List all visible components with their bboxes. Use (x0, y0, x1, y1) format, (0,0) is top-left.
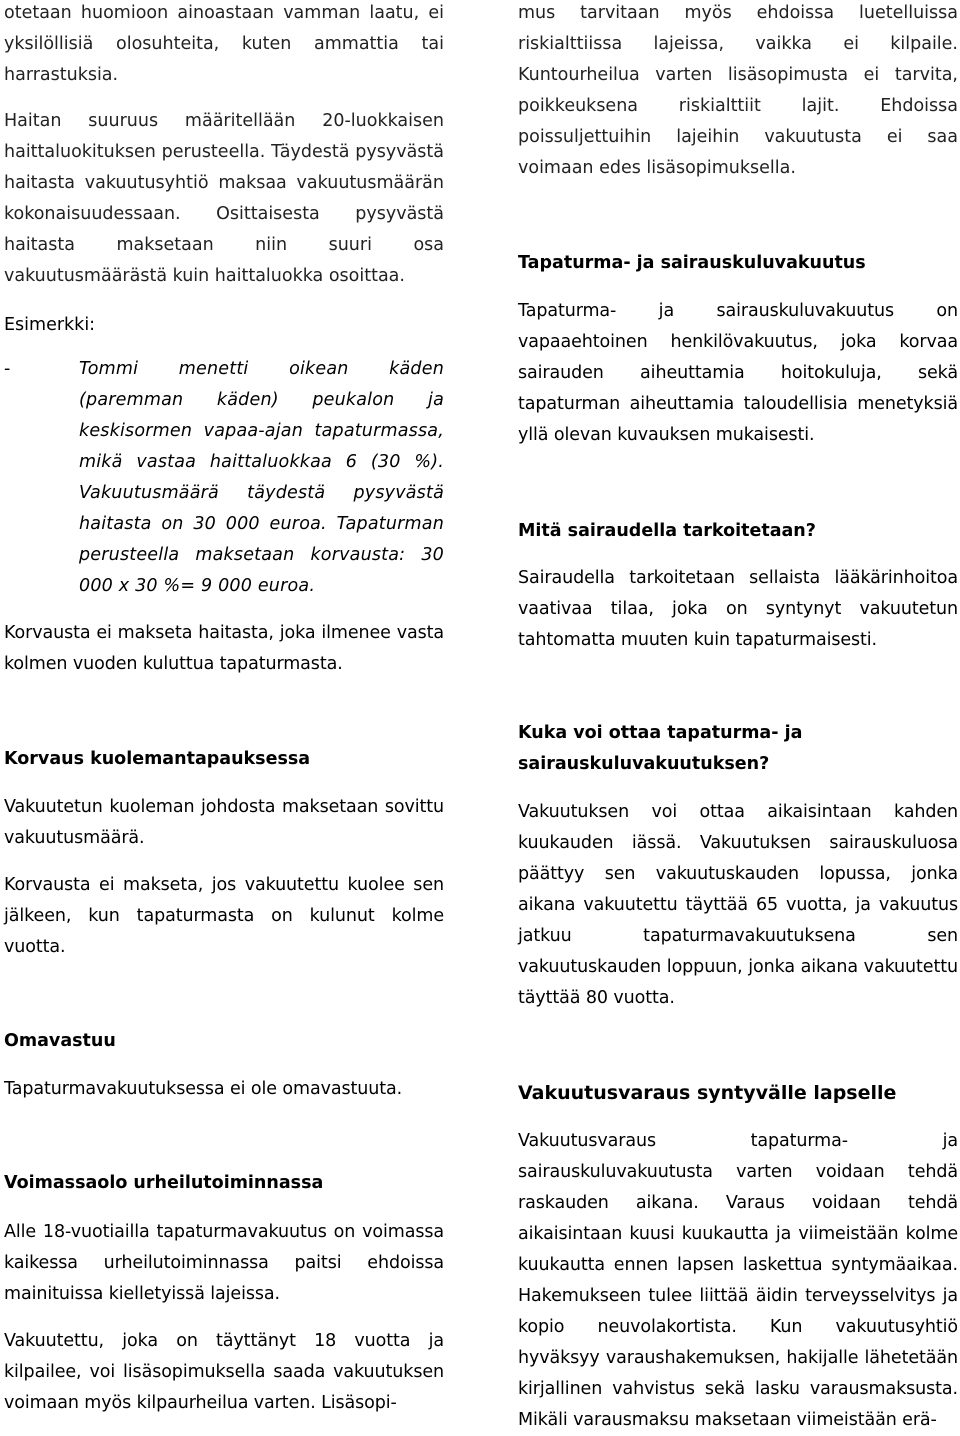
omavastuu-paragraph: Tapaturmavakuutuksessa ei ole omavastuuta. (4, 1079, 403, 1099)
heading-vakuutusvaraus: Vakuutusvaraus syntyvälle lapselle (518, 1082, 897, 1104)
example-text: Tommi menetti oikean käden (paremman käden) peukalon ja keskisormen vapaa-ajan tapaturmassa, mikä vastaa haittaluokkaa 6 (30 %). Vakuutusmäärä täydestä pysyvästä haitasta on 30 000 euroa. Tapaturman perusteella maksetaan korvausta: 30 000 x 30 %= 9 000 euroa. (79, 359, 444, 596)
urheilu-paragraph-1: Alle 18-vuotiailla tapaturmavakuutus on voimassa kaikessa urheilutoiminnassa paitsi ehdoissa mainituissa kielletyissä lajeissa. (4, 1222, 444, 1304)
heading-urheilu: Voimassaolo urheilutoiminnassa (4, 1173, 324, 1193)
kuolema-paragraph-1: Vakuutetun kuoleman johdosta maksetaan sovittu vakuutusmäärä. (4, 797, 444, 848)
tapaturma-paragraph: Tapaturma- ja sairauskuluvakuutus on vapaaehtoinen henkilövakuutus, joka korvaa sairauden aiheuttamia hoitokuluja, sekä tapaturman aiheuttamia taloudellisia menetyksiä yllä olevan kuvauksen mukaisesti. (518, 301, 958, 445)
heading-omavastuu: Omavastuu (4, 1031, 116, 1051)
example-label: Esimerkki: (4, 315, 96, 335)
haitta-paragraph: Haitan suuruus määritellään 20-luokkaisen haittaluokituksen perusteella. Täydestä pysyvästä haitasta vakuutusyhtiö maksaa vakuutusmäärän kokonaisuudessaan. Osittaisesta pysyvästä haitasta maksetaan niin suuri osa vakuutusmäärästä kuin haittaluokka osoittaa. (4, 111, 444, 286)
sairaus-paragraph: Sairaudella tarkoitetaan sellaista lääkärinhoitoa vaativaa tilaa, joka on syntynyt vakuutetun tahtomatta muuten kuin tapaturmaisesti. (518, 568, 958, 650)
heading-kuolemantapaus: Korvaus kuolemantapauksessa (4, 749, 311, 769)
varaus-paragraph: Vakuutusvaraus tapaturma- ja sairauskuluvakuutusta varten voidaan tehdä raskauden aikana. Varaus voidaan tehdä aikaisintaan kuusi kuukautta ja viimeistään kolme kuukautta ennen lapsen laskettua syntymäaikaa. Hakemukseen tulee liittää äidin terveysselvitys ja kopio neuvolakortista. Kun vakuutusyhtiö hyväksyy varaushakemuksen, hakijalle lähetetään kirjallinen vahvistus sekä lasku varausmaksusta. Mikäli varausmaksu maksetaan viimeistään erä- (518, 1131, 958, 1430)
urheilu-paragraph-2: Vakuutettu, joka on täyttänyt 18 vuotta ja kilpailee, voi lisäsopimuksella saada vakuutuksen voimaan myös kilpaurheilua varten. Lisäsopi- (4, 1331, 444, 1413)
list-dash: - (4, 359, 11, 379)
example-list-item (4, 354, 444, 602)
intro-paragraph: otetaan huomioon ainoastaan vamman laatu, ei yksilöllisiä olosuhteita, kuten ammattia tai harrastuksia. (4, 3, 444, 85)
heading-tapaturma-sairauskulu: Tapaturma- ja sairauskuluvakuutus (518, 253, 866, 273)
kolmen-vuoden-paragraph: Korvausta ei makseta haitasta, joka ilmenee vasta kolmen vuoden kuluttua tapaturmasta. (4, 623, 444, 674)
heading-kuka-voi-ottaa: Kuka voi ottaa tapaturma- ja sairauskuluvakuutuksen? (518, 723, 803, 774)
lisasopimus-paragraph: mus tarvitaan myös ehdoissa luetelluissa riskialttiissa lajeissa, vaikka ei kilpaile. Kuntourheilua varten lisäsopimusta ei tarvita, poikkeuksena riskialttiit lajit. Ehdoissa poissuljettuihin lajeihin vakuutusta ei saa voimaan edes lisäsopimuksella. (518, 3, 958, 178)
heading-sairaus: Mitä sairaudella tarkoitetaan? (518, 521, 816, 541)
kuka-paragraph: Vakuutuksen voi ottaa aikaisintaan kahden kuukauden iässä. Vakuutuksen sairauskuluosa päättyy sen vakuutuskauden lopussa, jonka aikana vakuutettu täyttää 65 vuotta, ja vakuutus jatkuu tapaturmavakuutuksena sen vakuutuskauden loppuun, jonka aikana vakuutettu täyttää 80 vuotta. (518, 802, 958, 1008)
kuolema-paragraph-2: Korvausta ei makseta, jos vakuutettu kuolee sen jälkeen, kun tapaturmasta on kulunut kolme vuotta. (4, 875, 444, 957)
